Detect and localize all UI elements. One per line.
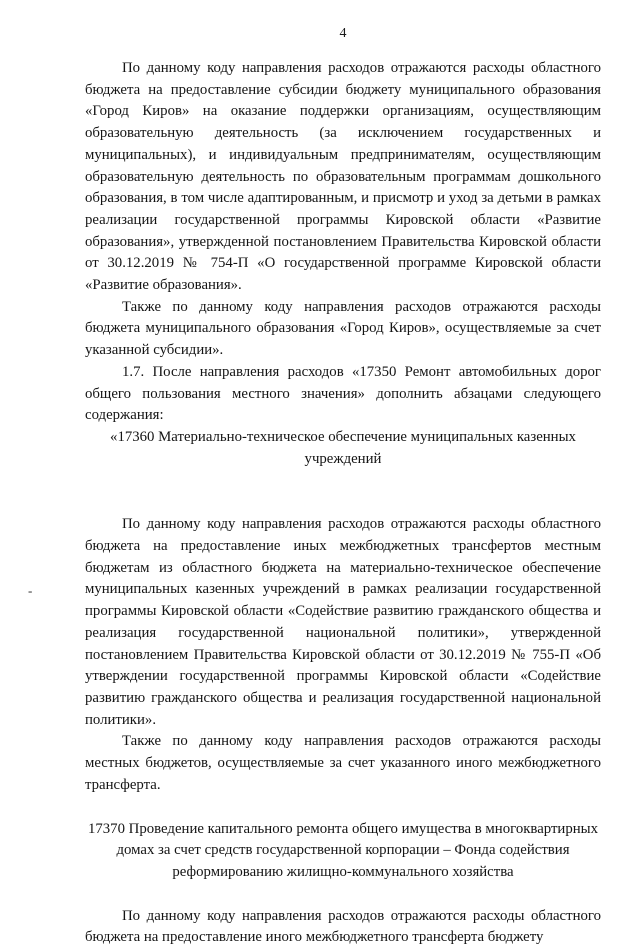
paragraph-also-local-budgets: Также по данному коду направления расходов отражаются расходы местных бюджетов, осуществляемые за счет указанного иного межбюджетного трансферта. — [85, 733, 601, 793]
paragraph-subsidy-kirov: По данному коду направления расходов отражаются расходы областного бюджета на предоставление субсидии бюджету муниципального образования «Город Киров» на оказание поддержки организациям, осуществляющим образовательную деятельность (за исключением государственных и муниципальных), и индивидуальным предпринимателям, осуществляющим образовательную деятельность по образовательным программам дошкольного образования, в том числе адаптированным, и присмотр и уход за детьми в рамках реализации государственной программы Кировской области «Развитие образования», утвержденной постановлением Правительства Кировской области от 30.12.2019 № 754-П «О государственной программе Кировской области «Развитие образования». — [85, 60, 601, 294]
paragraph-item-1-7: 1.7. После направления расходов «17350 Ремонт автомобильных дорог общего пользования местного значения» дополнить абзацами следующего содержания: — [85, 363, 601, 424]
paragraph-transfers-17360: По данному коду направления расходов отражаются расходы областного бюджета на предоставление иных межбюджетных трансфертов местным бюджетам из областного бюджета на материально-техническое обеспечение муниципальных казенных учреждений в рамках реализации государственной программы Кировской области «Содействие развитию гражданского общества и реализация государственной национальной политики», утвержденной постановлением Правительства Кировской области от 30.12.2019 № 755-П «Об утверждении государственной программы Кировской области «Содействие развитию гражданского общества и реализация государственной национальной политики». — [85, 516, 601, 728]
paragraph-also-kirov-budget: Также по данному коду направления расходов отражаются расходы бюджета муниципального образования «Город Киров», осуществляемые за счет указанной субсидии». — [85, 298, 601, 359]
heading-17360: «17360 Материально-техническое обеспечение муниципальных казенных учреждений — [110, 428, 576, 467]
paragraph-transfer-17370: По данному коду направления расходов отражаются расходы областного бюджета на предоставление иного межбюджетного трансферта бюджету — [85, 907, 601, 946]
page-number: 4 — [339, 26, 347, 41]
scan-margin-mark: - — [28, 583, 33, 598]
heading-17370: 17370 Проведение капитального ремонта общего имущества в многоквартирных домах за счет средств государственной корпорации – Фонда содействия реформированию жилищно-коммунального хозяйства — [87, 820, 599, 880]
